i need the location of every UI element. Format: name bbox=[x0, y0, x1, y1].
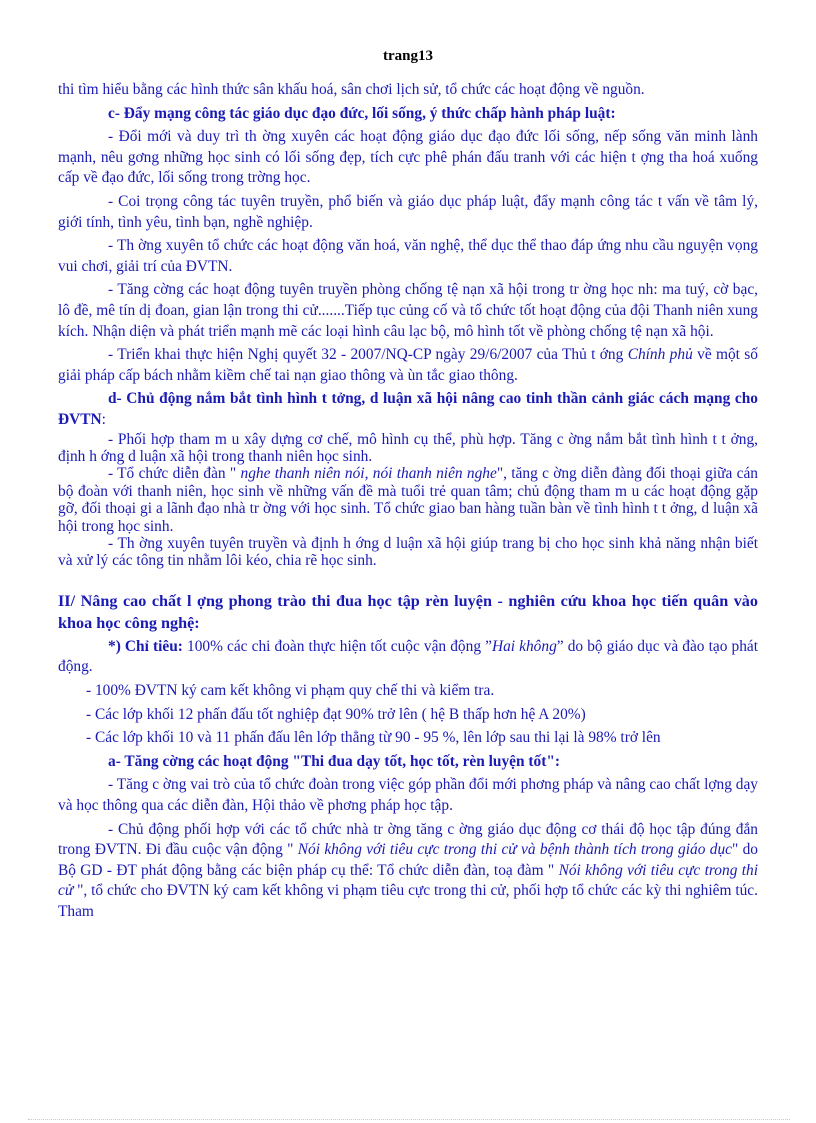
paragraph-c5 bbox=[58, 345, 758, 386]
section-heading-II: II/ Nâng cao chất l ợng phong trào thi đua học tập rèn luyện - nghiên cứu khoa học tiến quân vào khoa học công nghệ: bbox=[58, 591, 758, 632]
d2-text-c: ", tăng c ờng diễn đàng đối thoại giữa cán bộ đoàn với thanh niên, học sinh về những vấn đề mà tuổi trẻ quan tâm; chủ động tham m u các hoạt động gặp gỡ, đối thoại gi a lãnh đạo nhà tr ờng với học sinh. Tổ chức giao ban hàng tuần bàn về tình hình t t ởng, d luận xã hội trong học sinh. bbox=[58, 465, 758, 535]
list-item-2: - Các lớp khối 12 phấn đấu tốt nghiệp đạt 90% trở lên ( hệ B thấp hơn hệ A 20%) bbox=[86, 705, 586, 723]
targets-text-b: 100% các chi đoàn thực hiện tốt cuộc vận động ” bbox=[182, 637, 492, 655]
page-number: trang13 bbox=[383, 48, 433, 64]
paragraph-intro: thi tìm hiểu bằng các hình thức sân khấu hoá, sân chơi lịch sử, tổ chức các hoạt động về nguồn. bbox=[58, 81, 645, 98]
d2-text-b: nghe thanh niên nói, nói thanh niên nghe bbox=[236, 465, 497, 483]
paragraph-c3: - Th ờng xuyên tổ chức các hoạt động văn hoá, văn nghệ, thể dục thể thao đáp ứng nhu cầu nguyện vọng vui chơi, giải trí của ĐVTN. bbox=[58, 237, 758, 275]
paragraph-d1: - Phối hợp tham m u xây dựng cơ chế, mô hình cụ thể, phù hợp. Tăng c ờng nắm bắt tình hình t t ởng, định h ớng d luận xã hội trong thanh niên học sinh. bbox=[58, 430, 758, 465]
c5-text-b: Chính phủ bbox=[627, 346, 693, 364]
a2-text-d: Nói không với tiêu cực trong thi cử bbox=[58, 861, 758, 900]
paragraph-c2: - Coi trọng công tác tuyên truyền, phổ biến và giáo dục pháp luật, đẩy mạnh công tác t vấn về tâm lý, giới tính, tình yêu, tình bạn, nghề nghiệp. bbox=[58, 192, 758, 231]
paragraph-a1: - Tăng c ờng vai trò của tổ chức đoàn trong việc góp phần đổi mới phơng pháp và nâng cao chất lợng dạy và học thông qua các diễn đàn, Hội thảo về phơng pháp học tập. bbox=[58, 776, 758, 814]
c5-text-a: - Triển khai thực hiện Nghị quyết 32 - 2007/NQ-CP ngày 29/6/2007 của Thủ t ớng bbox=[108, 346, 628, 364]
document-body bbox=[58, 80, 758, 922]
heading-d-text: d- Chủ động nắm bắt tình hình t tởng, d luận xã hội nâng cao tinh thần cảnh giác cách mạng cho ĐVTN bbox=[58, 390, 758, 428]
paragraph-c4: - Tăng cờng các hoạt động tuyên truyền phòng chống tệ nạn xã hội trong tr ờng học nh: ma tuý, cờ bạc, lô đề, mê tín dị đoan, gian lận trong thi cử.......Tiếp tục củng cố và tổ chức tốt hoạt động của đội Thanh niên xung kích. Nhận diện và phát triển mạnh mẽ các loại hình câu lạc bộ, mô hình tốt về phòng chống tệ nạn xã hội. bbox=[58, 281, 758, 340]
a2-text-c: " do Bộ GD - ĐT phát động bằng các biện pháp cụ thể: Tổ chức diễn đàn, toạ đàm " bbox=[58, 841, 758, 879]
heading-d-colon: : bbox=[101, 410, 106, 428]
d2-text-a: - Tổ chức diễn đàn " bbox=[108, 465, 237, 483]
heading-d bbox=[58, 389, 758, 430]
list-item-1: - 100% ĐVTN ký cam kết không vi phạm quy chế thi và kiểm tra. bbox=[86, 681, 495, 699]
paragraph-targets bbox=[58, 637, 758, 678]
paragraph-c1: - Đổi mới và duy trì th ờng xuyên các hoạt động giáo dục đạo đức lối sống, nếp sống văn minh lành mạnh, nêu gơng những học sinh có lối sống đẹp, tích cực phê phán đấu tranh với các hiện t ợng tha hoá xuống cấp về đạo đức, lối sống trong trờng học. bbox=[58, 128, 758, 187]
a2-text-a: - Chủ động phối hợp với các tổ chức nhà tr ờng tăng c ờng giáo dục động cơ thái độ học tập đúng đắn trong ĐVTN. Đi đầu cuộc vận động " bbox=[58, 820, 758, 859]
paragraph-d2 bbox=[58, 465, 758, 535]
targets-text-c: Hai không bbox=[491, 637, 557, 655]
list-item-3: - Các lớp khối 10 và 11 phấn đấu lên lớp thẳng từ 90 - 95 %, lên lớp sau thi lại là 98% trở lên bbox=[86, 729, 661, 747]
heading-a: a- Tăng cờng các hoạt động "Thi đua dạy tốt, học tốt, rèn luyện tốt": bbox=[108, 752, 561, 770]
c5-text-c: về một số giải pháp cấp bách nhằm kiềm chế tai nạn giao thông và ùn tắc giao thông. bbox=[58, 346, 758, 384]
a2-text-e: ", tổ chức cho ĐVTN ký cam kết không vi phạm tiêu cực trong thi cử, phối hợp tổ chức các kỳ thi nghiêm túc. Tham bbox=[58, 882, 758, 920]
paragraph-d3: - Th ờng xuyên tuyên truyền và định h ớng d luận xã hội giúp trang bị cho học sinh khả năng nhận biết và xử lý các tông tin nhằm lôi kéo, chia rẽ học sinh. bbox=[58, 534, 758, 570]
a2-text-b: Nói không với tiêu cực trong thi cử và bệnh thành tích trong giáo dục bbox=[297, 841, 732, 859]
page-bottom-divider bbox=[28, 1119, 790, 1120]
targets-label: *) Chỉ tiêu: bbox=[108, 637, 183, 655]
heading-c: c- Đẩy mạng công tác giáo dục đạo đức, lối sống, ý thức chấp hành pháp luật: bbox=[108, 104, 616, 122]
paragraph-a2 bbox=[58, 820, 758, 923]
targets-text-d: ” do bộ giáo dục và đào tạo phát động. bbox=[58, 637, 758, 676]
